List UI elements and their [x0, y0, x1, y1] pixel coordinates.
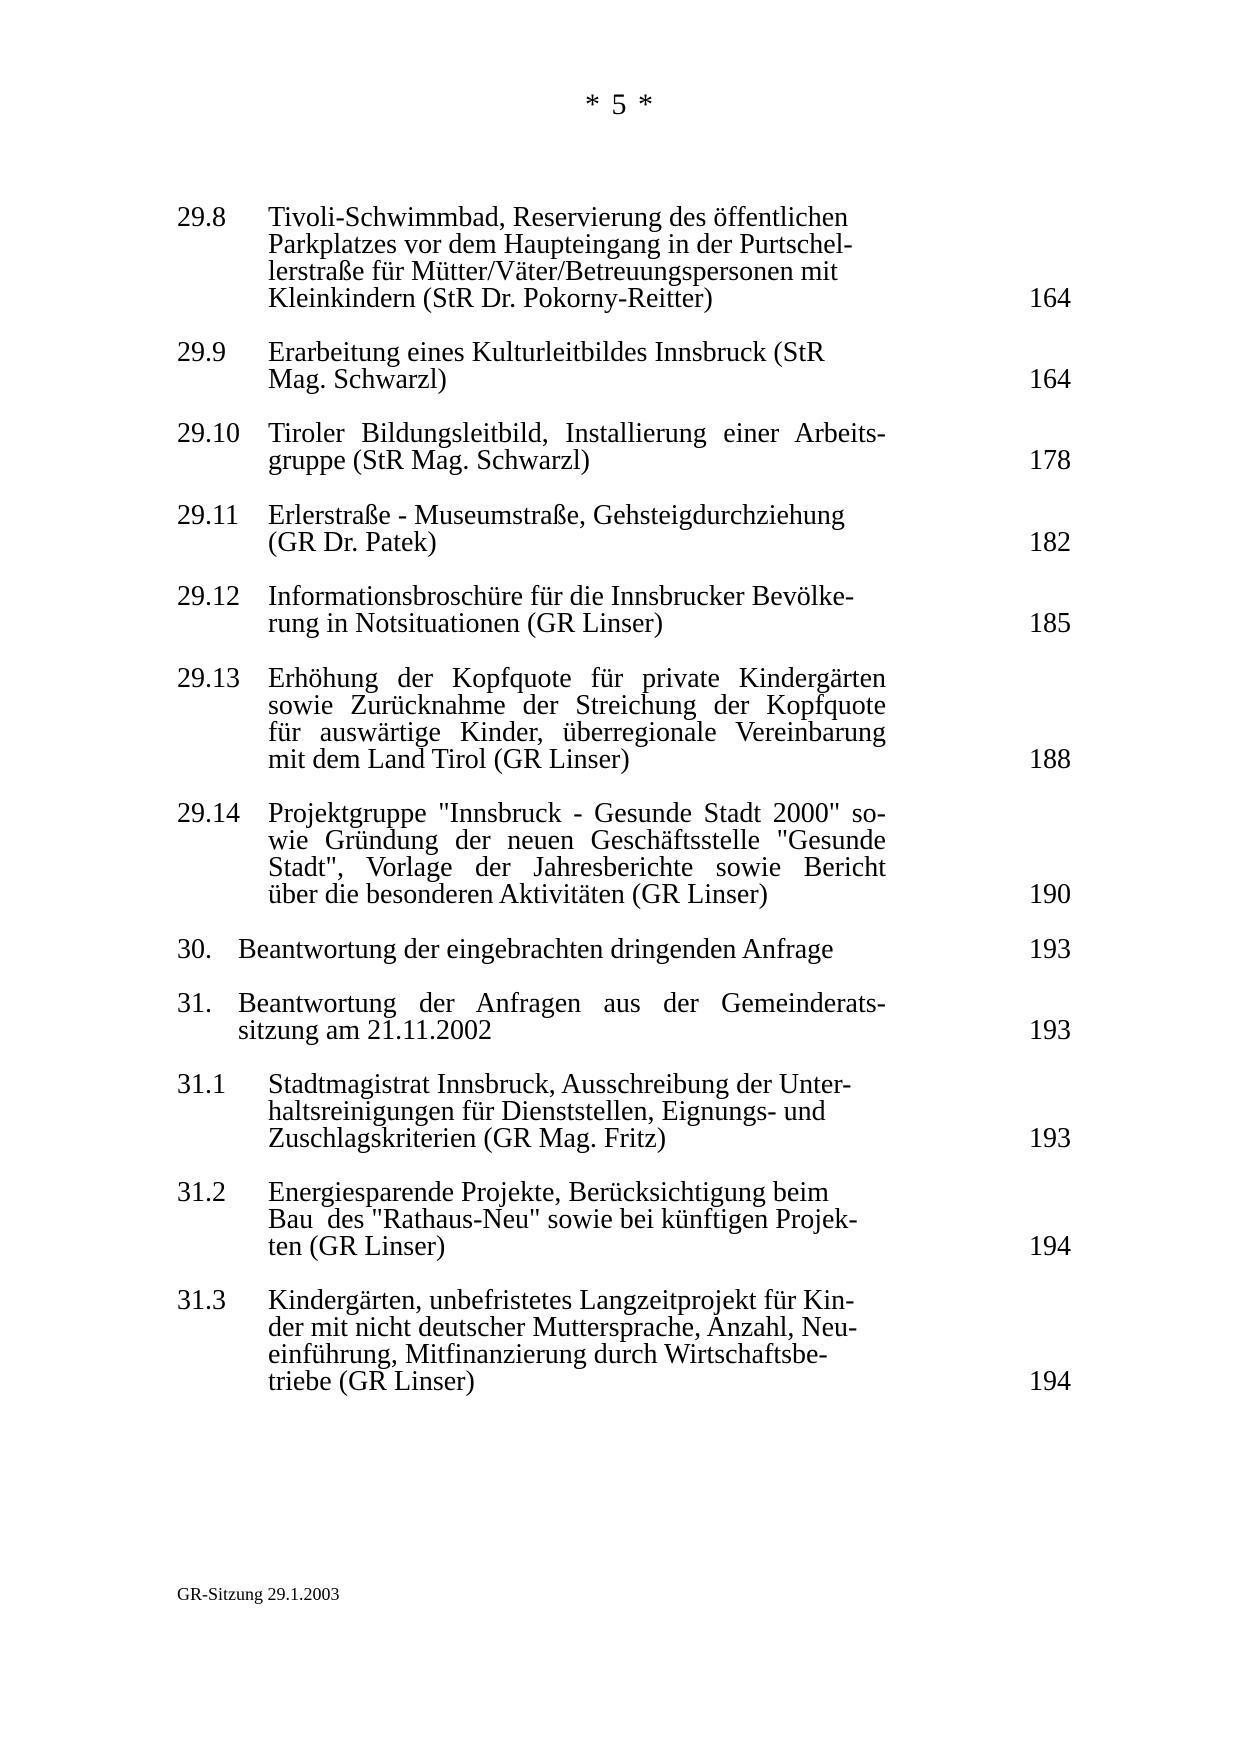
entry-title-line: Erlerstraße - Museumstraße, Gehsteigdurchziehung: [268, 500, 845, 531]
entry-number: 29.11: [177, 500, 239, 531]
entry-title-line: Bau des "Rathaus-Neu" sowie bei künftigen Projek-: [268, 1204, 858, 1235]
entry-title-line: Erhöhung der Kopfquote für private Kindergärten: [268, 663, 886, 694]
entry-title: [238, 936, 886, 963]
entry-page-number: 178: [1029, 445, 1071, 476]
entry-title-line: sitzung am 21.11.2002: [238, 1015, 493, 1046]
entry-title-line: Beantwortung der eingebrachten dringenden Anfrage: [238, 934, 834, 965]
entry-title-line: Zuschlagskriterien (GR Mag. Fritz): [268, 1123, 667, 1154]
entry-page-number: 185: [1029, 608, 1071, 639]
entry-title-line: Informationsbroschüre für die Innsbrucker Bevölke-: [268, 581, 855, 612]
entry-page-number: 193: [1029, 934, 1071, 965]
entry-title-line: für auswärtige Kinder, überregionale Vereinbarung: [268, 717, 886, 748]
entry-title-line: sowie Zurücknahme der Streichung der Kopfquote: [268, 690, 886, 721]
entry-title-line: Projektgruppe "Innsbruck - Gesunde Stadt 2000" so-: [268, 798, 886, 829]
entry-title-line: Parkplatzes vor dem Haupteingang in der Purtschel-: [268, 229, 853, 260]
entry-title-line: triebe (GR Linser): [268, 1366, 475, 1397]
entry-title-line: Stadt", Vorlage der Jahresberichte sowie Bericht: [268, 852, 886, 883]
entry-number: 29.13: [177, 663, 240, 694]
page-number: * 5 *: [585, 88, 655, 121]
entry-title: [268, 583, 886, 637]
entry-title-line: (GR Dr. Patek): [268, 527, 437, 558]
entry-number: 31.1: [177, 1069, 226, 1100]
entry-number: 29.8: [177, 202, 226, 233]
entry-title-line: Beantwortung der Anfragen aus der Gemeinderats-: [238, 988, 886, 1019]
entry-number: 29.10: [177, 418, 240, 449]
entry-page-number: 194: [1029, 1366, 1071, 1397]
entry-title-line: über die besonderen Aktivitäten (GR Linser): [268, 879, 768, 910]
entry-page-number: 188: [1029, 744, 1071, 775]
entry-page-number: 194: [1029, 1231, 1071, 1262]
entry-title-line: Tivoli-Schwimmbad, Reservierung des öffentlichen: [268, 202, 849, 233]
entry-number: 29.14: [177, 798, 240, 829]
entry-page-number: 164: [1029, 364, 1071, 395]
entry-title-line: haltsreinigungen für Dienststellen, Eignungs- und: [268, 1096, 826, 1127]
entry-title: [268, 1071, 886, 1152]
entry-title: [268, 420, 886, 474]
entry-title: [268, 502, 886, 556]
entry-title-line: einführung, Mitfinanzierung durch Wirtschaftsbe-: [268, 1339, 828, 1370]
entry-title-line: mit dem Land Tirol (GR Linser): [268, 744, 630, 775]
entry-page-number: 190: [1029, 879, 1071, 910]
entry-title: [268, 665, 886, 773]
entry-title-line: gruppe (StR Mag. Schwarzl): [268, 445, 590, 476]
entry-title-line: Kleinkindern (StR Dr. Pokorny-Reitter): [268, 283, 713, 314]
entry-number: 30.: [177, 934, 212, 965]
entry-title-line: Kindergärten, unbefristetes Langzeitprojekt für Kin-: [268, 1285, 855, 1316]
entry-title: [268, 204, 886, 312]
entry-title-line: lerstraße für Mütter/Väter/Betreuungspersonen mit: [268, 256, 838, 287]
entry-number: 31.: [177, 988, 212, 1019]
entry-title-line: Erarbeitung eines Kulturleitbildes Innsbruck (StR: [268, 337, 825, 368]
entry-title: [238, 990, 886, 1044]
entry-page-number: 182: [1029, 527, 1071, 558]
entry-title: [268, 800, 886, 908]
entry-title-line: wie Gründung der neuen Geschäftsstelle "Gesunde: [268, 825, 886, 856]
entry-title-line: rung in Notsituationen (GR Linser): [268, 608, 664, 639]
entry-number: 31.3: [177, 1285, 226, 1316]
entry-title: [268, 1287, 886, 1395]
entry-title: [268, 1179, 886, 1260]
entry-title-line: der mit nicht deutscher Muttersprache, Anzahl, Neu-: [268, 1312, 858, 1343]
entry-number: 29.12: [177, 581, 240, 612]
entry-title: [268, 339, 886, 393]
entry-page-number: 164: [1029, 283, 1071, 314]
entry-title-line: Mag. Schwarzl): [268, 364, 447, 395]
entry-page-number: 193: [1029, 1015, 1071, 1046]
footer-session-date: GR-Sitzung 29.1.2003: [177, 1584, 340, 1604]
entry-number: 29.9: [177, 337, 226, 368]
entry-title-line: Stadtmagistrat Innsbruck, Ausschreibung der Unter-: [268, 1069, 852, 1100]
entry-number: 31.2: [177, 1177, 226, 1208]
entry-title-line: Energiesparende Projekte, Berücksichtigung beim: [268, 1177, 829, 1208]
entry-title-line: Tiroler Bildungsleitbild, Installierung einer Arbeits-: [268, 418, 886, 449]
entry-title-line: ten (GR Linser): [268, 1231, 446, 1262]
entry-page-number: 193: [1029, 1123, 1071, 1154]
